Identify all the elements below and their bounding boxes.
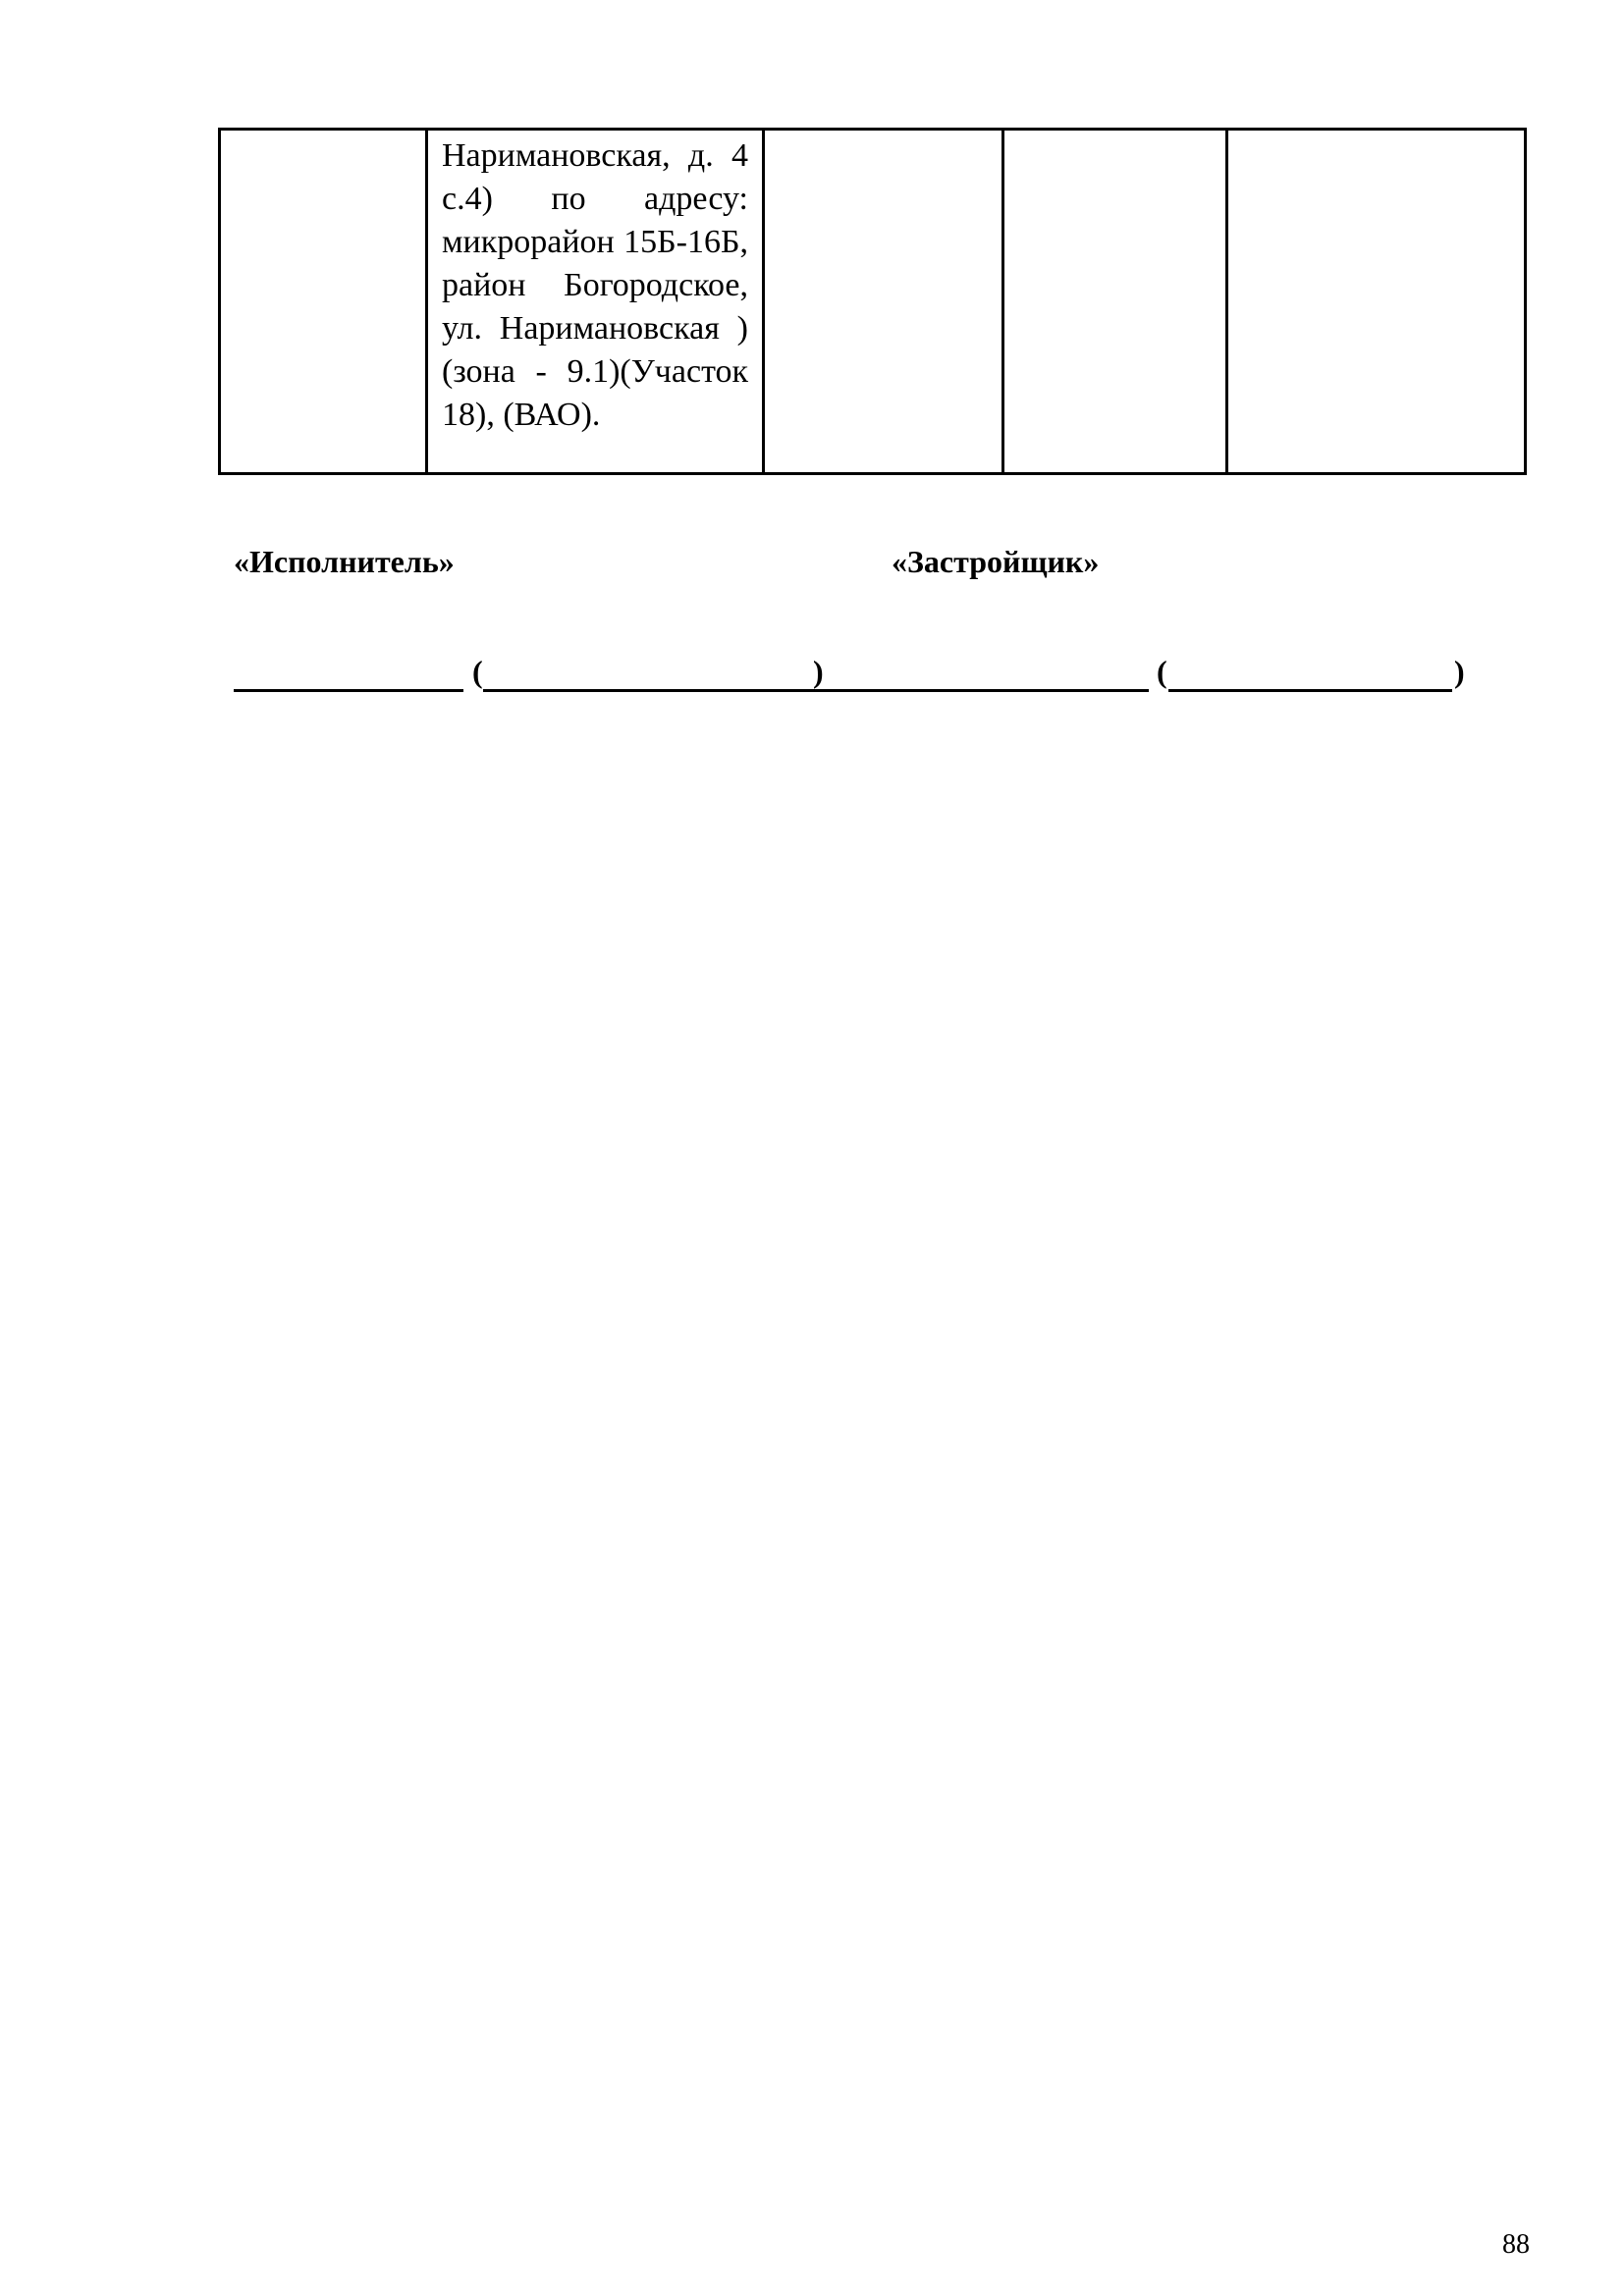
name-blank xyxy=(1168,656,1452,692)
executor-signature-line-close xyxy=(234,656,842,691)
table-cell-empty xyxy=(764,130,1003,474)
table-row xyxy=(220,130,1526,474)
address-line: 18), (ВАО). xyxy=(442,397,601,433)
contract-table xyxy=(218,128,1527,475)
table-cell-address xyxy=(427,130,764,474)
address-text xyxy=(428,131,762,437)
address-line: ул. Наримановская ) xyxy=(442,310,748,347)
address-line: район Богородское, xyxy=(442,267,748,303)
executor-label: «Исполнитель» xyxy=(234,544,455,579)
open-paren: ( xyxy=(1157,654,1167,689)
open-paren: ( xyxy=(472,654,483,689)
close-paren: ) xyxy=(1454,654,1465,689)
table-cell-empty xyxy=(1227,130,1526,474)
developer-signature-line xyxy=(899,656,1469,691)
address-line: (зона - 9.1)(Участок xyxy=(442,353,748,390)
signature-blank xyxy=(899,656,1149,692)
address-line: микрорайон 15Б-16Б, xyxy=(442,224,748,260)
close-paren: ) xyxy=(813,654,824,689)
address-line: с.4) по адресу: xyxy=(442,181,748,217)
table-cell-number xyxy=(220,130,427,474)
page-number: 88 xyxy=(1502,2229,1530,2260)
address-line: Наримановская, д. 4 xyxy=(442,137,748,174)
table-cell-empty xyxy=(1003,130,1227,474)
name-blank xyxy=(483,656,811,692)
developer-label: «Застройщик» xyxy=(892,544,1100,579)
